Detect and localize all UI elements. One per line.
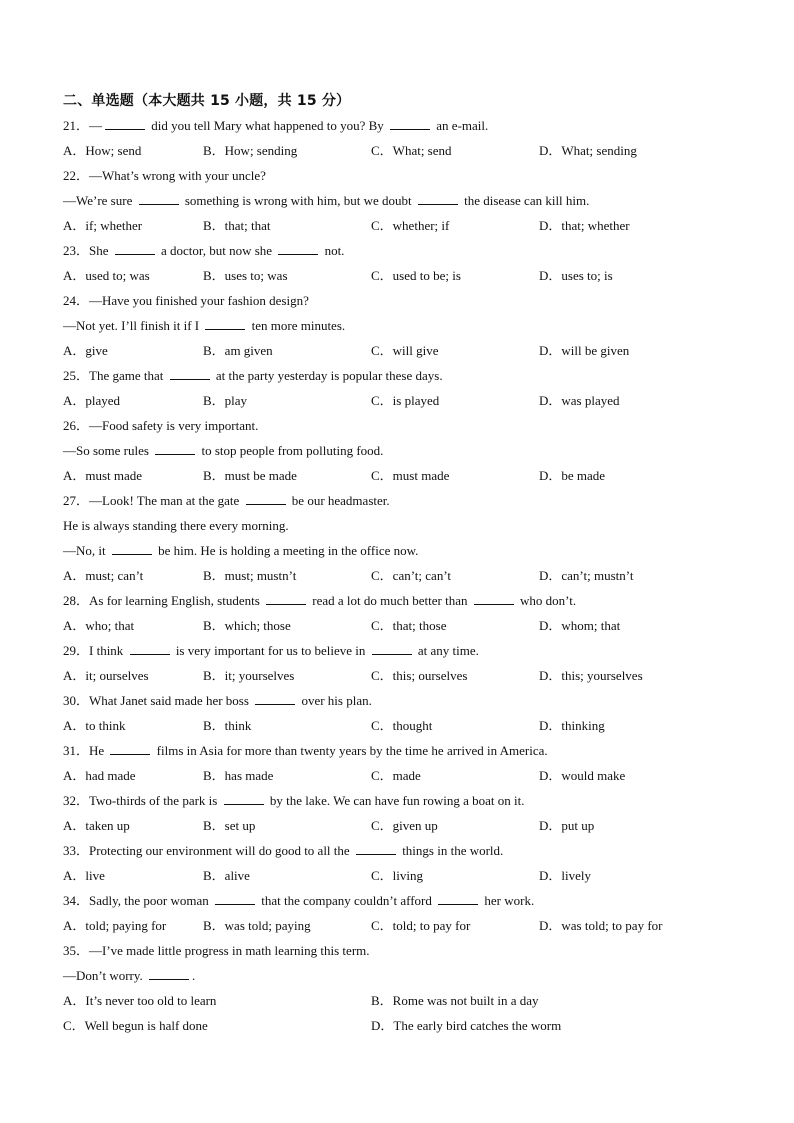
question-text: 30．What Janet said made her boss [63, 693, 253, 708]
answer-blank [438, 891, 478, 905]
option-a[interactable]: A．had made [63, 768, 136, 783]
option-a[interactable]: A．to think [63, 718, 126, 733]
question-item [63, 938, 753, 1038]
option-c[interactable]: C．Well begun is half done [63, 1018, 208, 1033]
question-item [63, 738, 753, 788]
question-text: over his plan. [298, 693, 372, 708]
question-item [63, 888, 753, 938]
question-item [63, 588, 753, 638]
option-c[interactable]: C．must made [371, 468, 450, 483]
question-text-line [63, 313, 753, 338]
question-text-line [63, 238, 753, 263]
option-a[interactable]: A．who; that [63, 618, 135, 633]
option-a[interactable]: A．if; whether [63, 218, 143, 233]
options-row [63, 213, 753, 238]
answer-blank [105, 116, 145, 130]
question-item [63, 238, 753, 288]
question-text: 26．—Food safety is very important. [63, 418, 259, 433]
question-text-line [63, 963, 753, 988]
question-text: the disease can kill him. [460, 193, 590, 208]
answer-blank [246, 491, 286, 505]
option-c[interactable]: C．can’t; can’t [371, 568, 452, 583]
question-text: ten more minutes. [248, 318, 346, 333]
option-c[interactable]: C．told; to pay for [371, 918, 471, 933]
option-d[interactable]: D．can’t; mustn’t [539, 568, 634, 583]
option-b[interactable]: B．must; mustn’t [203, 568, 297, 583]
question-text-line [63, 838, 753, 863]
question-text: 24．—Have you finished your fashion design? [63, 293, 309, 308]
question-text: read a lot do much better than [309, 593, 471, 608]
question-text: who don’t. [516, 593, 577, 608]
question-item [63, 688, 753, 738]
option-b[interactable]: B．that; that [203, 218, 271, 233]
question-text: —Don’t worry. [63, 968, 147, 983]
question-text-line [63, 438, 753, 463]
option-b[interactable]: B．was told; paying [203, 918, 311, 933]
option-c[interactable]: C．thought [371, 718, 433, 733]
question-text: did you tell Mary what happened to you? By [148, 118, 388, 133]
answer-blank [356, 841, 396, 855]
options-row [63, 763, 753, 788]
question-text-line [63, 788, 753, 813]
options-row [63, 663, 753, 688]
question-text: 34．Sadly, the poor woman [63, 893, 212, 908]
option-b[interactable]: B．play [203, 393, 248, 408]
option-a[interactable]: A．must made [63, 468, 143, 483]
question-text: —No, it [63, 543, 109, 558]
question-text-line [63, 363, 753, 388]
question-text-line [63, 938, 753, 963]
question-item [63, 113, 753, 163]
answer-blank [255, 691, 295, 705]
options-row [63, 1013, 753, 1038]
answer-blank [474, 591, 514, 605]
question-text: films in Asia for more than twenty years by the time he arrived in America. [153, 743, 548, 758]
option-c[interactable]: C．What; send [371, 143, 452, 158]
question-text: 25．The game that [63, 368, 167, 383]
option-d[interactable]: D．would make [539, 768, 626, 783]
option-b[interactable]: B．has made [203, 768, 274, 783]
option-a[interactable]: A．told; paying for [63, 918, 167, 933]
question-text: 28．As for learning English, students [63, 593, 264, 608]
question-item [63, 363, 753, 413]
answer-blank [149, 966, 189, 980]
options-row [63, 563, 753, 588]
option-b[interactable]: B．must be made [203, 468, 297, 483]
question-text: at the party yesterday is popular these days. [212, 368, 443, 383]
options-row [63, 263, 753, 288]
question-text: 35．—I’ve made little progress in math learning this term. [63, 943, 370, 958]
question-text: 31．He [63, 743, 108, 758]
question-item [63, 163, 753, 238]
question-text: a doctor, but now she [157, 243, 276, 258]
option-a[interactable]: A．How; send [63, 143, 142, 158]
options-row [63, 613, 753, 638]
question-item [63, 288, 753, 363]
answer-blank [130, 641, 170, 655]
option-d[interactable]: D．was played [539, 393, 620, 408]
option-b[interactable]: B．Rome was not built in a day [371, 993, 539, 1008]
question-text: is very important for us to believe in [172, 643, 369, 658]
option-c[interactable]: C．this; ourselves [371, 668, 468, 683]
option-c[interactable]: C．living [371, 868, 424, 883]
question-text-line [63, 163, 753, 188]
answer-blank [110, 741, 150, 755]
option-d[interactable]: D．will be given [539, 343, 630, 358]
question-text: an e-mail. [433, 118, 489, 133]
answer-blank [170, 366, 210, 380]
question-text: —Not yet. I’ll finish it if I [63, 318, 203, 333]
options-row [63, 138, 753, 163]
option-d[interactable]: D．The early bird catches the worm [371, 1018, 562, 1033]
question-text: 21．— [63, 118, 103, 133]
option-d[interactable]: D．lively [539, 868, 591, 883]
question-text-line [63, 588, 753, 613]
option-d[interactable]: D．whom; that [539, 618, 621, 633]
options-row [63, 988, 753, 1013]
option-b[interactable]: B．uses to; was [203, 268, 288, 283]
question-text: 27．—Look! The man at the gate [63, 493, 243, 508]
question-text: —So some rules [63, 443, 153, 458]
option-a[interactable]: A．used to; was [63, 268, 150, 283]
option-b[interactable]: B．think [203, 718, 252, 733]
question-text: not. [321, 243, 345, 258]
option-b[interactable]: B．am given [203, 343, 273, 358]
question-text-line [63, 638, 753, 663]
question-item [63, 638, 753, 688]
option-b[interactable]: B．set up [203, 818, 256, 833]
answer-blank [139, 191, 179, 205]
options-row [63, 463, 753, 488]
option-a[interactable]: A．give [63, 343, 108, 358]
question-text: that the company couldn’t afford [258, 893, 436, 908]
question-text-line [63, 113, 753, 138]
question-text-line [63, 738, 753, 763]
options-row [63, 713, 753, 738]
options-row [63, 388, 753, 413]
question-text: 22．—What’s wrong with your uncle? [63, 168, 266, 183]
answer-blank [418, 191, 458, 205]
option-d[interactable]: D．uses to; is [539, 268, 613, 283]
options-row [63, 338, 753, 363]
options-row [63, 913, 753, 938]
answer-blank [215, 891, 255, 905]
option-c[interactable]: C．given up [371, 818, 438, 833]
question-text-line [63, 413, 753, 438]
option-d[interactable]: D．this; yourselves [539, 668, 643, 683]
question-text: something is wrong with him, but we doubt [181, 193, 415, 208]
option-c[interactable]: C．that; those [371, 618, 447, 633]
option-c[interactable]: C．will give [371, 343, 439, 358]
answer-blank [390, 116, 430, 130]
question-text: . [192, 968, 196, 983]
section-title: 二、单选题（本大题共 15 小题，共 15 分） [63, 93, 351, 109]
question-text: be him. He is holding a meeting in the office now. [154, 543, 419, 558]
option-c[interactable]: C．whether; if [371, 218, 450, 233]
question-text-line [63, 538, 753, 563]
answer-blank [266, 591, 306, 605]
option-a[interactable]: A．live [63, 868, 105, 883]
answer-blank [372, 641, 412, 655]
option-b[interactable]: B．How; sending [203, 143, 298, 158]
option-a[interactable]: A．played [63, 393, 121, 408]
option-a[interactable]: A．It’s never too old to learn [63, 993, 217, 1008]
question-text: 23．She [63, 243, 112, 258]
options-row [63, 813, 753, 838]
question-text: to stop people from polluting food. [198, 443, 384, 458]
option-c[interactable]: C．made [371, 768, 421, 783]
question-text: 33．Protecting our environment will do good to all the [63, 843, 353, 858]
option-a[interactable]: A．must; can’t [63, 568, 144, 583]
option-a[interactable]: A．it; ourselves [63, 668, 149, 683]
options-row [63, 863, 753, 888]
question-text: He is always standing there every morning. [63, 518, 289, 533]
question-text-line [63, 513, 753, 538]
option-b[interactable]: B．alive [203, 868, 250, 883]
option-d[interactable]: D．thinking [539, 718, 605, 733]
answer-blank [224, 791, 264, 805]
question-text: at any time. [414, 643, 479, 658]
question-text: be our headmaster. [288, 493, 390, 508]
option-c[interactable]: C．is played [371, 393, 440, 408]
option-d[interactable]: D．was told; to pay for [539, 918, 663, 933]
option-d[interactable]: D．be made [539, 468, 606, 483]
answer-blank [278, 241, 318, 255]
question-text-line [63, 488, 753, 513]
question-item [63, 413, 753, 488]
question-text: —We’re sure [63, 193, 136, 208]
question-text: her work. [481, 893, 535, 908]
question-text-line [63, 888, 753, 913]
question-text: things in the world. [398, 843, 504, 858]
option-d[interactable]: D．that; whether [539, 218, 630, 233]
option-c[interactable]: C．used to be; is [371, 268, 461, 283]
question-text-line [63, 188, 753, 213]
answer-blank [155, 441, 195, 455]
option-a[interactable]: A．taken up [63, 818, 130, 833]
question-text: 29．I think [63, 643, 127, 658]
question-text-line [63, 288, 753, 313]
question-item [63, 788, 753, 838]
question-item [63, 488, 753, 588]
question-list [63, 113, 753, 1038]
option-b[interactable]: B．which; those [203, 618, 291, 633]
question-text: by the lake. We can have fun rowing a boat on it. [266, 793, 525, 808]
option-d[interactable]: D．What; sending [539, 143, 637, 158]
question-text-line [63, 688, 753, 713]
answer-blank [115, 241, 155, 255]
answer-blank [205, 316, 245, 330]
option-d[interactable]: D．put up [539, 818, 595, 833]
question-item [63, 838, 753, 888]
question-text: 32．Two-thirds of the park is [63, 793, 221, 808]
answer-blank [112, 541, 152, 555]
option-b[interactable]: B．it; yourselves [203, 668, 295, 683]
